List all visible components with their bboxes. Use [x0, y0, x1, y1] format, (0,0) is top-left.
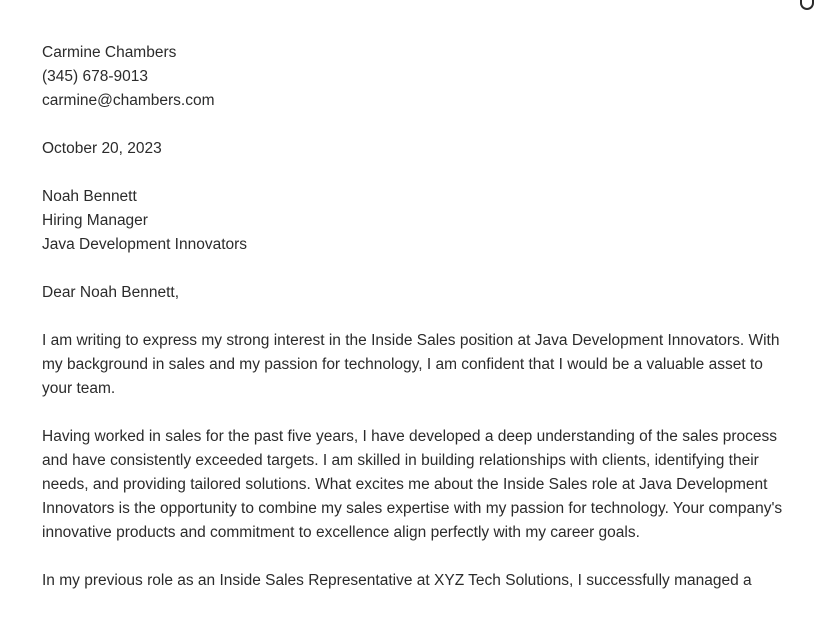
body-paragraph-2: Having worked in sales for the past five years, I have developed a deep understanding of the sales process and have consistently exceeded targets. I am skilled in building relationships with clients, identifying their needs, and providing tailored solutions. What excites me about the Inside Sales role at Java Development Innovators is the opportunity to combine my sales expertise with my passion for technology. Your company's innovative products and commitment to excellence align perfectly with my career goals.: [42, 428, 783, 541]
sender-phone: (345) 678-9013: [42, 68, 148, 85]
salutation: Dear Noah Bennett,: [42, 284, 180, 301]
partial-icon: [800, 0, 814, 10]
sender-email: carmine@chambers.com: [42, 92, 215, 109]
recipient-name: Noah Bennett: [42, 188, 137, 205]
sender-name: Carmine Chambers: [42, 44, 177, 61]
cover-letter: [42, 41, 787, 617]
recipient-block: [42, 185, 787, 257]
sender-block: [42, 41, 787, 113]
body-paragraph-3: In my previous role as an Inside Sales Representative at XYZ Tech Solutions, I successfully managed a: [42, 572, 752, 589]
recipient-company: Java Development Innovators: [42, 236, 248, 253]
salutation-block: [42, 281, 787, 305]
body-paragraph-1: I am writing to express my strong interest in the Inside Sales position at Java Development Innovators. With my background in sales and my passion for technology, I am confident that I would be a valuable asset to your team.: [42, 332, 780, 397]
letter-date-block: [42, 137, 787, 161]
recipient-title: Hiring Manager: [42, 212, 148, 229]
letter-date: October 20, 2023: [42, 140, 162, 157]
